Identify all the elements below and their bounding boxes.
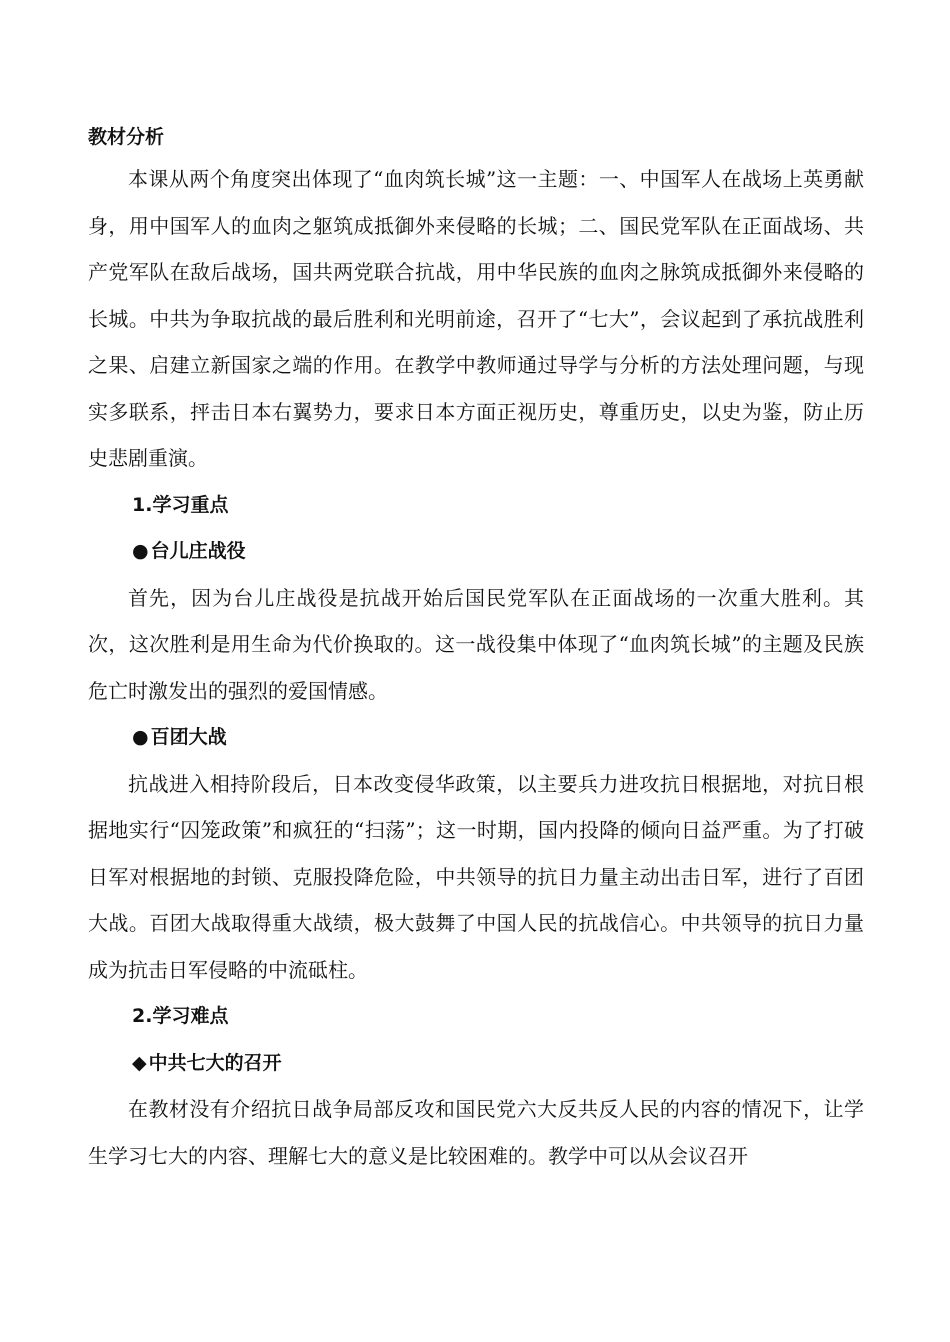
difficult-point-title xyxy=(88,1040,864,1087)
difficult-point-title-text: 中共七大的召开 xyxy=(148,1051,282,1074)
key-point-title xyxy=(88,528,864,575)
bullet-diamond-icon: ◆ xyxy=(132,1051,147,1074)
key-point-title-text: 台儿庄战役 xyxy=(150,540,246,562)
difficult-point-paragraph: 在教材没有介绍抗日战争局部反攻和国民党六大反共反人民的内容的情况下，让学生学习七大的内容、理解七大的意义是比较困难的。教学中可以从会议召开 xyxy=(88,1097,864,1168)
key-point-title xyxy=(88,714,864,761)
intro-paragraph: 本课从两个角度突出体现了“血肉筑长城”这一主题：一、中国军人在战场上英勇献身，用中国军人的血肉之躯筑成抵御外来侵略的长城；二、国民党军队在正面战场、共产党军队在敌后战场，国共两党联合抗战，用中华民族的血肉之脉筑成抵御外来侵略的长城。中共为争取抗战的最后胜利和光明前途，召开了“七大”，会议起到了承抗战胜利之果、启建立新国家之端的作用。在教学中教师通过导学与分析的方法处理问题，与现实多联系，抨击日本右翼势力，要求日本方面正视历史，尊重历史，以史为鉴，防止历史悲剧重演。 xyxy=(88,167,864,470)
key-point-paragraph: 抗战进入相持阶段后，日本改变侵华政策，以主要兵力进攻抗日根据地，对抗日根据地实行“囚笼政策”和疯狂的“扫荡”；这一时期，国内投降的倾向日益严重。为了打破日军对根据地的封锁、克服投降危险，中共领导的抗日力量主动出击日军，进行了百团大战。百团大战取得重大战绩，极大鼓舞了中国人民的抗战信心。中共领导的抗日力量成为抗击日军侵略的中流砥柱。 xyxy=(88,771,864,982)
key-point-title-text: 百团大战 xyxy=(150,726,227,748)
key-points-heading: 1.学习重点 xyxy=(132,493,229,516)
key-point-paragraph: 首先，因为台儿庄战役是抗战开始后国民党军队在正面战场的一次重大胜利。其次，这次胜利是用生命为代价换取的。这一战役集中体现了“血肉筑长城”的主题及民族危亡时激发出的强烈的爱国情感。 xyxy=(88,585,864,703)
bullet-dot-icon: ● xyxy=(132,726,149,748)
bullet-dot-icon: ● xyxy=(132,540,149,562)
section-title: 教材分析 xyxy=(88,126,165,148)
difficult-points-heading: 2.学习难点 xyxy=(132,1005,229,1027)
document-page xyxy=(88,118,864,1179)
